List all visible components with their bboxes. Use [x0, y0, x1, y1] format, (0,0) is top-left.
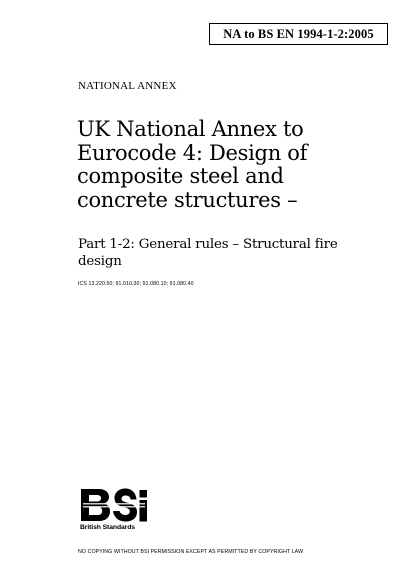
bsi-logo — [80, 488, 148, 534]
title-line: Eurocode 4: Design of — [77, 140, 308, 165]
ics-codes: ICS 13.220.50; 91.010.30; 91.080.10; 91.080.40 — [78, 281, 194, 287]
subtitle-line: design — [78, 254, 122, 269]
bsi-logo-mark — [80, 488, 148, 522]
document-subtitle — [78, 236, 398, 270]
title-line: concrete structures – — [77, 187, 298, 212]
title-line: composite steel and — [77, 164, 284, 188]
copyright-notice: NO COPYING WITHOUT BSI PERMISSION EXCEPT AS PERMITTED BY COPYRIGHT LAW — [78, 549, 304, 555]
logo-caption: British Standards — [80, 524, 135, 531]
subtitle-line: Part 1-2: General rules – Structural fire — [78, 237, 338, 252]
document-category: NATIONAL ANNEX — [78, 80, 177, 92]
title-line: UK National Annex to — [77, 117, 304, 141]
standard-number-box — [209, 23, 388, 45]
document-title — [77, 118, 397, 212]
standard-number: NA to BS EN 1994-1-2:2005 — [223, 26, 374, 41]
